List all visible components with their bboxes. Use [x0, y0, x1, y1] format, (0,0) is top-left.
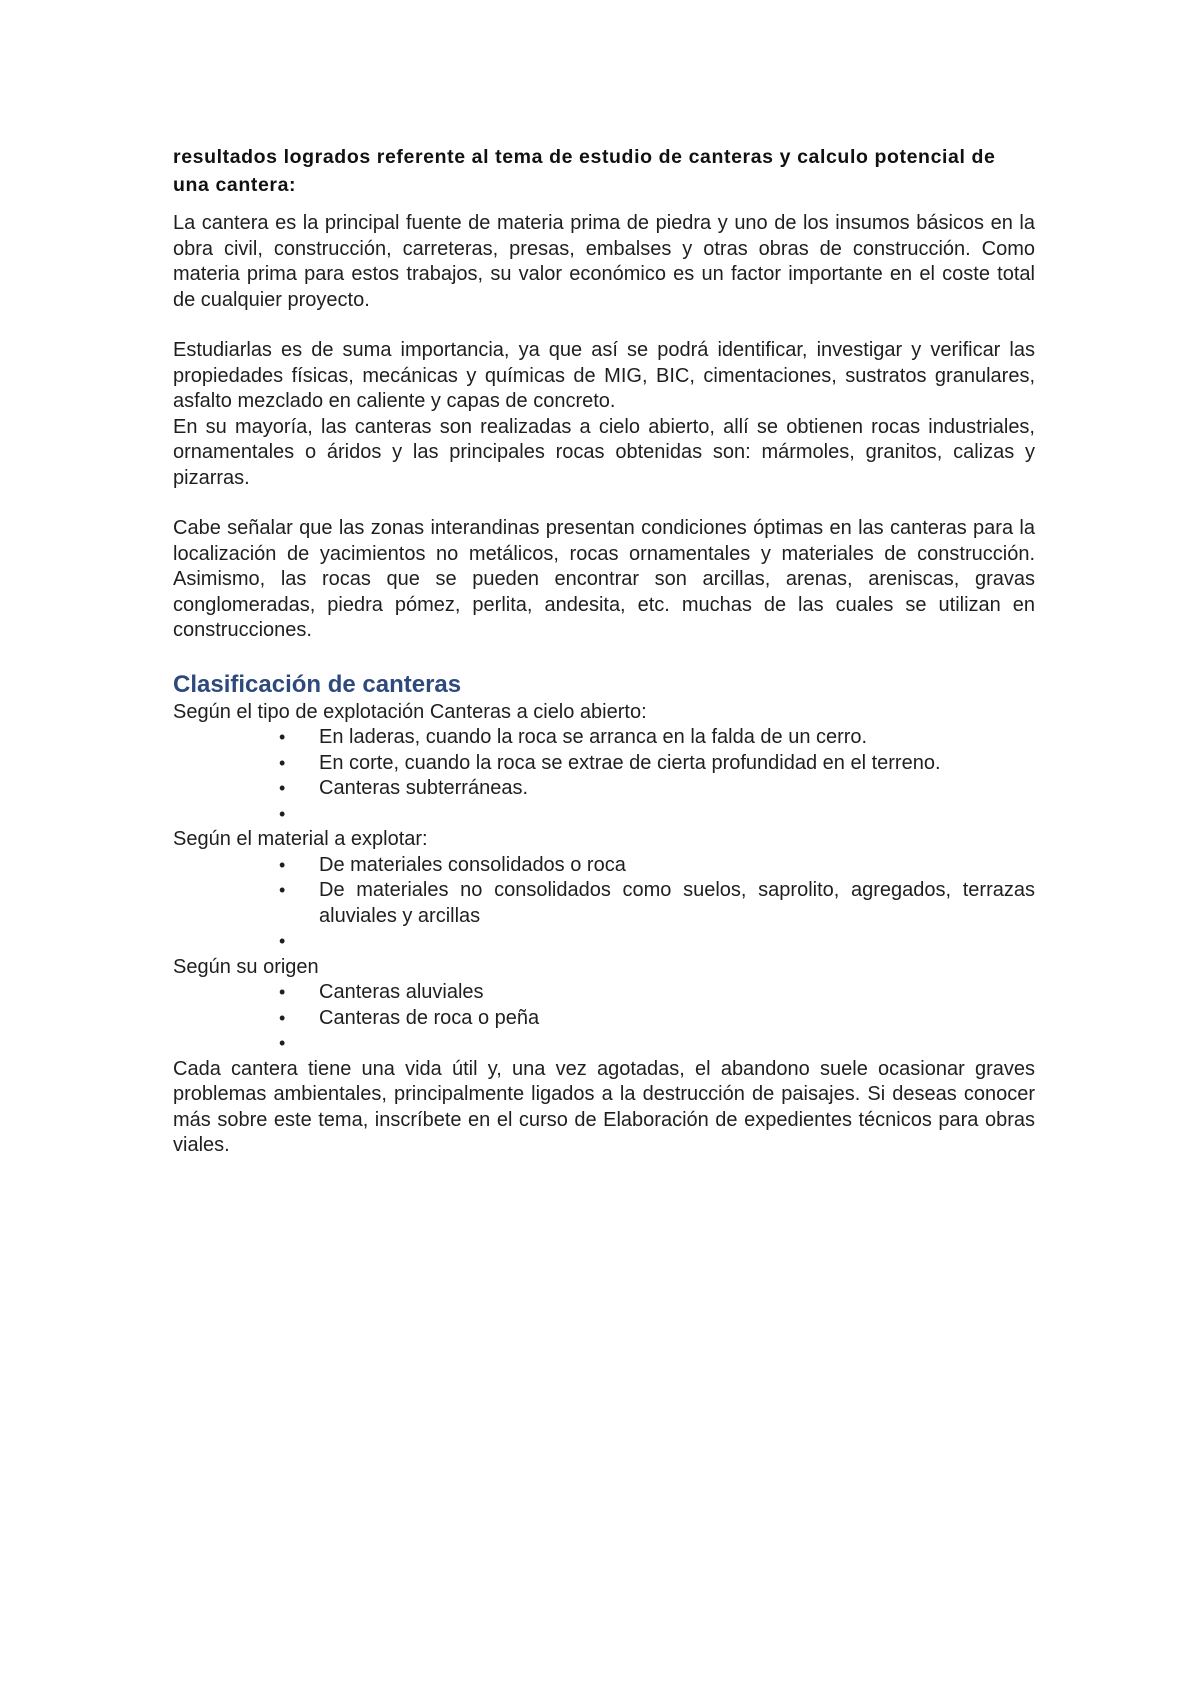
intro-paragraph-3: En su mayoría, las canteras son realizadas a cielo abierto, allí se obtienen rocas industriales, ornamentales o áridos y las principales rocas obtenidas son: mármoles, granitos, calizas y pizarras. [173, 415, 1035, 489]
list-item-text: En laderas, cuando la roca se arranca en la falda de un cerro. [319, 726, 868, 748]
list-item [275, 802, 1035, 828]
group-label-origen: Según su origen [173, 955, 319, 978]
list-item-text: De materiales consolidados o roca [319, 853, 626, 876]
list-item-text: En corte, cuando la roca se extrae de cierta profundidad en el terreno. [319, 751, 941, 774]
list-item [275, 853, 1035, 879]
list-item [275, 980, 1035, 1006]
list-item [275, 751, 1035, 777]
list-item [275, 1006, 1035, 1032]
intro-paragraph-1: La cantera es la principal fuente de materia prima de piedra y uno de los insumos básicos en la obra civil, construcción, carreteras, presas, embalses y otras obras de construcción. Como materia prima para estos trabajos, su valor económico es un factor importante en el coste total de cualquier proyecto. [173, 212, 1035, 311]
bullet-list-origen [173, 980, 1035, 1057]
list-item [275, 929, 1035, 955]
bullet-icon: • [279, 803, 286, 824]
section-heading: Clasificación de canteras [173, 670, 462, 698]
bullet-icon: • [279, 931, 286, 951]
bullet-icon: • [279, 727, 286, 747]
bullet-list-material [173, 853, 1035, 955]
list-item [275, 776, 1035, 802]
bullet-icon: • [279, 982, 286, 1002]
list-item-text: De materiales no consolidados como suelos, saprolito, agregados, terrazas aluviales y arcillas [319, 879, 1035, 927]
list-item [275, 725, 1035, 751]
bullet-icon: • [279, 778, 286, 798]
group-label-material: Según el material a explotar: [173, 828, 428, 850]
list-item [275, 878, 1035, 929]
intro-paragraph-2: Estudiarlas es de suma importancia, ya que así se podrá identificar, investigar y verificar las propiedades físicas, mecánicas y químicas de MIG, BIC, cimentaciones, sustratos granulares, asfalto mezclado en caliente y capas de concreto. [173, 339, 1035, 412]
list-item-text: Canteras de roca o peña [319, 1006, 540, 1029]
document-title: resultados logrados referente al tema de estudio de canteras y calculo potencial de una cantera: [173, 146, 996, 196]
closing-paragraph: Cada cantera tiene una vida útil y, una vez agotadas, el abandono suele ocasionar graves problemas ambientales, principalmente ligados a la destrucción de paisajes. Si deseas conocer más sobre este tema, inscríbete en el curso de Elaboración de expedientes técnicos para obras viales. [173, 1057, 1035, 1156]
bullet-icon: • [279, 854, 286, 875]
intro-paragraph-4: Cabe señalar que las zonas interandinas presentan condiciones óptimas en las canteras para la localización de yacimientos no metálicos, rocas ornamentales y materiales de construcción. Asimismo, las rocas que se pueden encontrar son arcillas, arenas, areniscas, gravas conglomeradas, piedra pómez, perlita, andesita, etc. muchas de las cuales se utilizan en construcciones. [173, 517, 1035, 641]
bullet-icon: • [279, 1007, 286, 1028]
bullet-icon: • [279, 752, 286, 773]
bullet-icon: • [279, 1033, 286, 1053]
document-page [173, 143, 1035, 1159]
bullet-icon: • [279, 880, 286, 900]
list-item-text: Canteras aluviales [319, 981, 484, 1003]
paragraph-gap [173, 313, 1035, 338]
bullet-list-explotacion [173, 725, 1035, 827]
list-item-text: Canteras subterráneas. [319, 777, 529, 799]
list-item [275, 1031, 1035, 1057]
paragraph-gap [173, 491, 1035, 516]
group-label-explotacion: Según el tipo de explotación Canteras a cielo abierto: [173, 700, 647, 723]
